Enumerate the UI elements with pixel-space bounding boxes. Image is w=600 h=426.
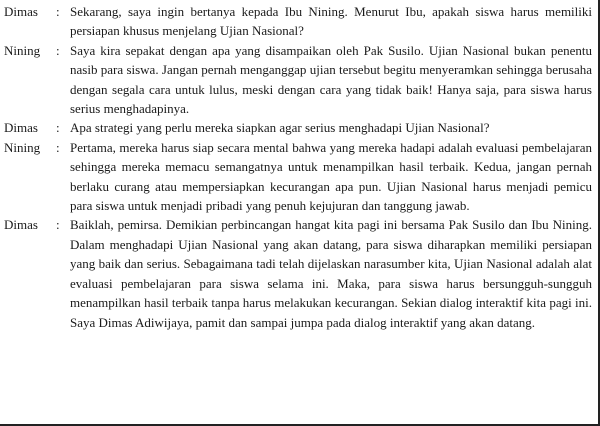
speaker-name: Nining	[4, 42, 41, 58]
speech-text: Pertama, mereka harus siap secara mental bahwa yang mereka hadapi adalah evaluasi pembelajaran sehingga mereka memacu semangatnya untuk menampilkan hasil terbaik. Kedua, jangan pernah berlaku curang atau mempersiapkan kecurangan apa pun. Ujian Nasional harus menjadi pemicu para siswa untuk menjadi pribadi yang penuh kejujuran dan tanggung jawab.	[70, 139, 592, 214]
speaker-separator: :	[56, 139, 60, 155]
speaker-separator: :	[56, 120, 60, 136]
dialog-entry	[4, 138, 592, 216]
dialog-entry	[4, 215, 592, 331]
speaker-name: Dimas	[4, 217, 38, 233]
speaker-name: Nining	[4, 139, 41, 155]
dialog-transcript	[4, 2, 592, 332]
dialog-entry	[4, 41, 592, 119]
speaker-separator: :	[56, 42, 60, 58]
speech-text: Sekarang, saya ingin bertanya kepada Ibu Nining. Menurut Ibu, apakah siswa harus memiliki persiapan khusus menjelang Ujian Nasional?	[70, 4, 592, 39]
dialog-entry	[4, 2, 592, 41]
speaker-name: Dimas	[4, 120, 38, 136]
speech-text: Saya kira sepakat dengan apa yang disampaikan oleh Pak Susilo. Ujian Nasional bukan penentu nasib para siswa. Jangan pernah menganggap ujian tersebut begitu menyeramkan sehingga berusaha dengan segala cara untuk lulus, meski dengan cara yang tidak baik! Hanya saja, para siswa harus serius menghadapinya.	[70, 42, 592, 117]
speech-text: Baiklah, pemirsa. Demikian perbincangan hangat kita pagi ini bersama Pak Susilo dan Ibu Nining. Dalam menghadapi Ujian Nasional yang akan datang, para siswa diharapkan memiliki persiapan yang baik dan serius. Sebagaimana tadi telah dijelaskan narasumber kita, Ujian Nasional adalah alat evaluasi pembelajaran para siswa selama ini. Maka, para siswa harus bersungguh-sungguh menampilkan hasil terbaik tanpa harus melakukan kecurangan. Sekian dialog interaktif kita pagi ini. Saya Dimas Adiwijaya, pamit dan sampai jumpa pada dialog interaktif yang akan datang.	[70, 217, 592, 330]
speaker-separator: :	[56, 217, 60, 233]
speaker-separator: :	[56, 4, 60, 19]
speech-text: Apa strategi yang perlu mereka siapkan agar serius menghadapi Ujian Nasional?	[70, 120, 490, 136]
speaker-name: Dimas	[4, 4, 38, 19]
dialog-entry	[4, 118, 592, 137]
